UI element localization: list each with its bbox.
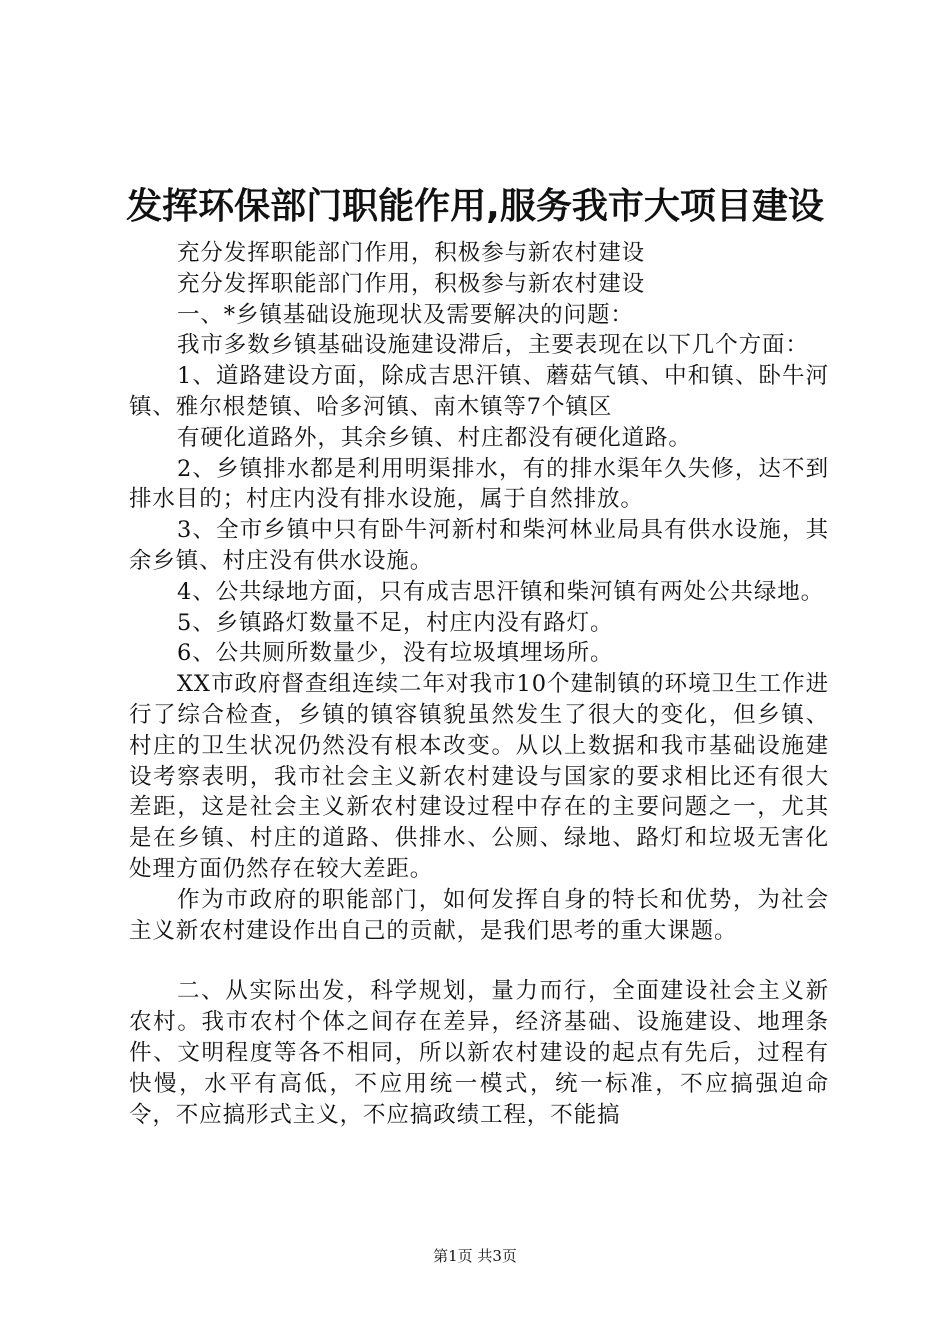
paragraph: 充分发挥职能部门作用，积极参与新农村建设 — [177, 240, 646, 266]
paragraph: 5、乡镇路灯数量不足，村庄内没有路灯。 — [177, 609, 614, 636]
paragraph: 一、*乡镇基础设施现状及需要解决的问题： — [177, 301, 634, 328]
paragraph: 1、道路建设方面，除成吉思汗镇、蘑菇气镇、中和镇、卧牛河镇、雅尔根楚镇、哈多河镇、南木镇等7个镇区 — [129, 363, 829, 420]
paragraph: 3、全市乡镇中只有卧牛河新村和柴河林业局具有供水设施，其余乡镇、村庄没有供水设施。 — [129, 517, 829, 574]
document-title: 发挥环保部门职能作用,服务我市大项目建设 — [126, 186, 824, 227]
paragraph: 充分发挥职能部门作用，积极参与新农村建设 — [177, 270, 646, 297]
page-number: 第1页 共3页 — [433, 1247, 517, 1265]
paragraph: 4、公共绿地方面，只有成吉思汗镇和柴河镇有两处公共绿地。 — [177, 578, 825, 605]
document-body — [129, 238, 829, 1130]
paragraph: 6、公共厕所数量少，没有垃圾填埋场所。 — [177, 640, 614, 667]
paragraph: 2、乡镇排水都是利用明渠排水，有的排水渠年久失修，达不到排水目的；村庄内没有排水设施，属于自然排放。 — [129, 455, 829, 513]
paragraph: 有硬化道路外，其余乡镇、村庄都没有硬化道路。 — [177, 424, 692, 451]
paragraph: 二、从实际出发，科学规划，量力而行，全面建设社会主义新农村。我市农村个体之间存在差异，经济基础、设施建设、地理条件、文明程度等各不相同，所以新农村建设的起点有先后，过程有快慢，水平有高低，不应用统一模式，统一标准，不应搞强迫命令，不应搞形式主义，不应搞政绩工程，不能搞 — [129, 978, 829, 1128]
paragraph: XX市政府督查组连续二年对我市10个建制镇的环境卫生工作进行了综合检查，乡镇的镇容镇貌虽然发生了很大的变化，但乡镇、村庄的卫生状况仍然没有根本改变。从以上数据和我市基础设施建设考察表明，我市社会主义新农村建设与国家的要求相比还有很大差距，这是社会主义新农村建设过程中存在的主要问题之一，尤其是在乡镇、村庄的道路、供排水、公厕、绿地、路灯和垃圾无害化处理方面仍然存在较大差距。 — [129, 671, 829, 882]
paragraph: 作为市政府的职能部门，如何发挥自身的特长和优势，为社会主义新农村建设作出自己的贡献，是我们思考的重大课题。 — [129, 886, 829, 944]
paragraph: 我市多数乡镇基础设施建设滞后，主要表现在以下几个方面： — [177, 332, 809, 359]
